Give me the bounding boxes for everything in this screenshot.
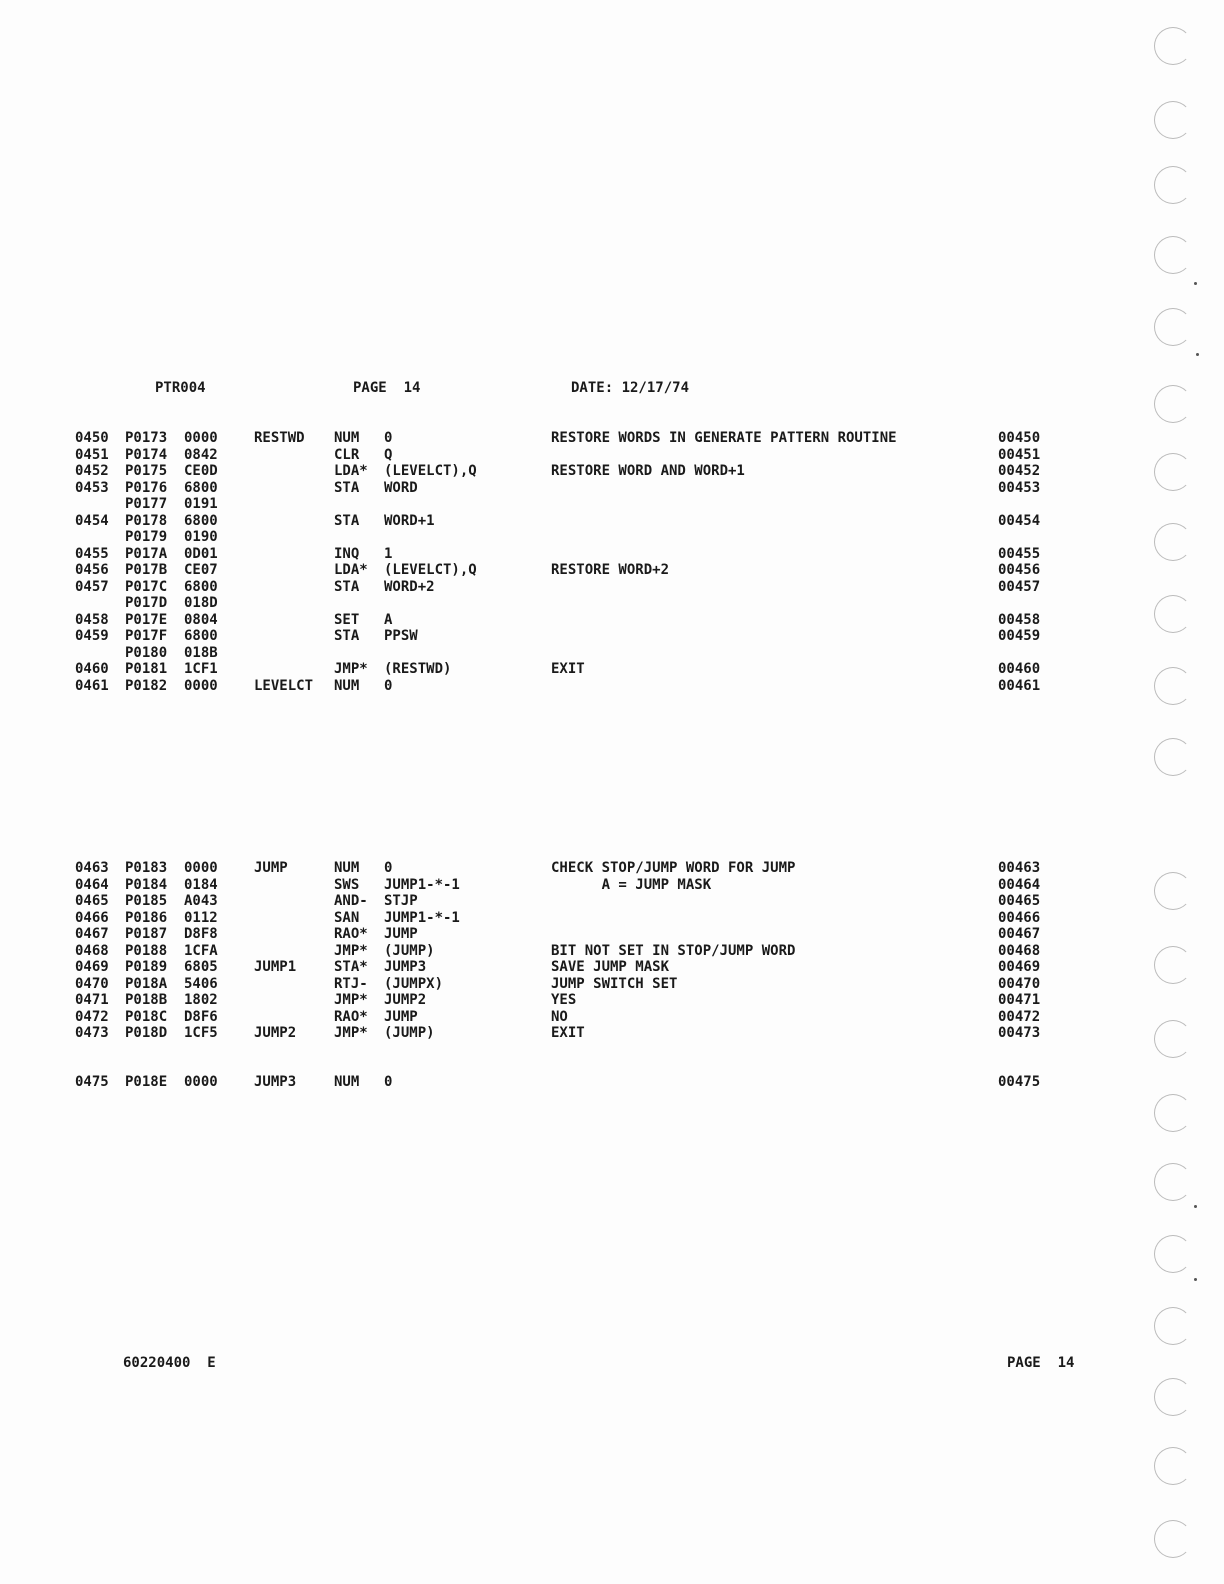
- listing-address: P0174: [125, 446, 168, 463]
- binder-hole: [1154, 1447, 1192, 1485]
- listing-sequence-number: 00466: [998, 909, 1041, 926]
- listing-row: [0, 645, 1224, 662]
- listing-object-code: 6800: [184, 578, 218, 595]
- listing-object-code: 0191: [184, 496, 218, 512]
- listing-row: [0, 1074, 1224, 1091]
- listing-label: JUMP1: [254, 959, 297, 975]
- listing-address: P017D: [125, 595, 168, 611]
- listing-operand: (LEVELCT),Q: [384, 562, 477, 578]
- binder-hole: [1154, 667, 1192, 705]
- listing-sequence-number: 00459: [998, 628, 1041, 644]
- listing-line-number: 0468: [75, 942, 109, 959]
- listing-operand: JUMP: [384, 926, 418, 942]
- listing-object-code: 018B: [184, 644, 218, 661]
- page-footer: [0, 1355, 1224, 1372]
- listing-object-code: 0000: [184, 677, 218, 694]
- listing-label: JUMP3: [254, 1074, 297, 1090]
- listing-sequence-number: 00472: [998, 1008, 1041, 1025]
- listing-object-code: 1802: [184, 992, 218, 1008]
- listing-comment: RESTORE WORD AND WORD+1: [551, 463, 745, 479]
- binder-hole: [1154, 1307, 1192, 1345]
- listing-row: [0, 860, 1224, 877]
- listing-sequence-number: 00458: [998, 611, 1041, 628]
- scan-speck: [1196, 353, 1199, 356]
- listing-operand: A: [384, 611, 393, 628]
- listing-object-code: 6805: [184, 959, 218, 975]
- listing-row: [0, 562, 1224, 579]
- binder-hole: [1154, 236, 1192, 274]
- listing-label: RESTWD: [254, 430, 305, 446]
- listing-line-number: 0461: [75, 677, 109, 694]
- binder-hole: [1154, 738, 1192, 776]
- listing-comment: RESTORE WORDS IN GENERATE PATTERN ROUTINE: [551, 430, 897, 446]
- listing-opcode: STA: [334, 628, 360, 644]
- listing-object-code: 0842: [184, 446, 218, 463]
- listing-comment: BIT NOT SET IN STOP/JUMP WORD: [551, 942, 796, 959]
- listing-object-code: 1CFA: [184, 942, 218, 959]
- listing-line-number: 0450: [75, 430, 109, 446]
- listing-line-number: 0464: [75, 876, 109, 893]
- listing-operand: WORD+2: [384, 578, 435, 595]
- binder-hole: [1154, 595, 1192, 633]
- listing-row: [0, 595, 1224, 612]
- listing-row: [0, 992, 1224, 1009]
- listing-opcode: LDA*: [334, 562, 368, 578]
- listing-row: [0, 877, 1224, 894]
- listing-address: P0188: [125, 942, 168, 959]
- listing-opcode: RAO*: [334, 1008, 368, 1025]
- listing-address: P017E: [125, 611, 168, 628]
- listing-address: P018B: [125, 992, 168, 1008]
- listing-address: P0186: [125, 909, 168, 926]
- listing-row: [0, 1009, 1224, 1026]
- listing-address: P0183: [125, 860, 168, 876]
- listing-operand: JUMP1-*-1: [384, 909, 460, 926]
- listing-address: P018E: [125, 1074, 168, 1090]
- listing-row: [0, 976, 1224, 993]
- listing-line-number: 0466: [75, 909, 109, 926]
- listing-operand: STJP: [384, 893, 418, 909]
- listing-comment: NO: [551, 1008, 568, 1025]
- binder-hole: [1154, 453, 1192, 491]
- listing-sequence-number: 00467: [998, 926, 1041, 942]
- listing-operand: JUMP3: [384, 959, 427, 975]
- listing-sequence-number: 00471: [998, 992, 1041, 1008]
- listing-line-number: 0475: [75, 1074, 109, 1090]
- listing-operand: Q: [384, 446, 393, 463]
- listing-opcode: NUM: [334, 860, 360, 876]
- listing-opcode: STA: [334, 578, 360, 595]
- listing-operand: (RESTWD): [384, 661, 452, 677]
- listing-opcode: SWS: [334, 876, 360, 893]
- document-number: 60220400 E: [123, 1355, 216, 1371]
- listing-line-number: 0453: [75, 479, 109, 496]
- listing-object-code: CE0D: [184, 463, 218, 479]
- listing-line-number: 0460: [75, 661, 109, 677]
- listing-opcode: SET: [334, 611, 360, 628]
- listing-sequence-number: 00475: [998, 1074, 1041, 1090]
- listing-operand: 0: [384, 677, 393, 694]
- listing-line-number: 0465: [75, 893, 109, 909]
- binder-hole: [1154, 27, 1192, 65]
- listing-line-number: 0463: [75, 860, 109, 876]
- listing-sequence-number: 00456: [998, 562, 1041, 578]
- scan-speck: [1194, 282, 1197, 285]
- listing-address: P0176: [125, 479, 168, 496]
- listing-line-number: 0452: [75, 463, 109, 479]
- scan-speck: [1194, 1278, 1197, 1281]
- listing-sequence-number: 00450: [998, 430, 1041, 446]
- listing-sequence-number: 00465: [998, 893, 1041, 909]
- listing-operand: 1: [384, 545, 393, 562]
- listing-object-code: A043: [184, 893, 218, 909]
- listing-line-number: 0470: [75, 975, 109, 992]
- listing-comment: JUMP SWITCH SET: [551, 975, 678, 992]
- listing-object-code: 0112: [184, 909, 218, 926]
- listing-address: P0178: [125, 512, 168, 529]
- listing-sequence-number: 00470: [998, 975, 1041, 992]
- listing-opcode: STA: [334, 512, 360, 529]
- listing-object-code: D8F8: [184, 926, 218, 942]
- listing-object-code: 1CF1: [184, 661, 218, 677]
- listing-line-number: 0451: [75, 446, 109, 463]
- binder-holes: [1140, 0, 1224, 1584]
- listing-row: [0, 1025, 1224, 1042]
- listing-sequence-number: 00453: [998, 479, 1041, 496]
- listing-opcode: NUM: [334, 1074, 360, 1090]
- listing-comment: SAVE JUMP MASK: [551, 959, 670, 975]
- listing-line-number: 0455: [75, 545, 109, 562]
- listing-sequence-number: 00454: [998, 512, 1041, 529]
- listing-sequence-number: 00452: [998, 463, 1041, 479]
- listing-line-number: 0471: [75, 992, 109, 1008]
- listing-object-code: 0000: [184, 430, 218, 446]
- listing-operand: 0: [384, 1074, 393, 1090]
- listing-opcode: NUM: [334, 430, 360, 446]
- page-header: [0, 380, 1224, 397]
- listing-sequence-number: 00461: [998, 677, 1041, 694]
- listing-address: P0177: [125, 496, 168, 512]
- listing-comment: YES: [551, 992, 577, 1008]
- listing-sequence-number: 00473: [998, 1025, 1041, 1041]
- listing-address: P0179: [125, 529, 168, 545]
- listing-row: [0, 480, 1224, 497]
- listing-row: [0, 678, 1224, 695]
- binder-hole: [1154, 1520, 1192, 1558]
- listing-line-number: 0459: [75, 628, 109, 644]
- listing-address: P0185: [125, 893, 168, 909]
- listing-opcode: JMP*: [334, 942, 368, 959]
- listing-opcode: JMP*: [334, 1025, 368, 1041]
- binder-hole: [1154, 872, 1192, 910]
- listing-operand: 0: [384, 430, 393, 446]
- listing-line-number: 0469: [75, 959, 109, 975]
- header-page-number: PAGE 14: [353, 380, 421, 396]
- footer-page-number: PAGE 14: [1007, 1355, 1075, 1371]
- listing-opcode: STA: [334, 479, 360, 496]
- listing-row: [0, 546, 1224, 563]
- listing-address: P017F: [125, 628, 168, 644]
- listing-object-code: 6800: [184, 512, 218, 529]
- listing-opcode: SAN: [334, 909, 360, 926]
- listing-opcode: CLR: [334, 446, 360, 463]
- binder-hole: [1154, 1094, 1192, 1132]
- listing-address: P017A: [125, 545, 168, 562]
- listing-row: [0, 529, 1224, 546]
- listing-row: [0, 628, 1224, 645]
- listing-comment: RESTORE WORD+2: [551, 562, 670, 578]
- listing-address: P0189: [125, 959, 168, 975]
- listing-operand: WORD: [384, 479, 418, 496]
- listing-address: P0182: [125, 677, 168, 694]
- listing-operand: (LEVELCT),Q: [384, 463, 477, 479]
- listing-object-code: 018D: [184, 595, 218, 611]
- listing-object-code: 0804: [184, 611, 218, 628]
- listing-label: JUMP: [254, 860, 288, 876]
- listing-row: [0, 513, 1224, 530]
- listing-operand: (JUMP): [384, 942, 435, 959]
- binder-hole: [1154, 101, 1192, 139]
- listing-operand: (JUMPX): [384, 975, 444, 992]
- listing-object-code: D8F6: [184, 1008, 218, 1025]
- listing-opcode: STA*: [334, 959, 368, 975]
- listing-comment: EXIT: [551, 661, 585, 677]
- listing-object-code: 0190: [184, 529, 218, 545]
- listing-object-code: 0D01: [184, 545, 218, 562]
- listing-address: P018D: [125, 1025, 168, 1041]
- binder-hole: [1154, 308, 1192, 346]
- listing-row: [0, 463, 1224, 480]
- listing-line-number: 0472: [75, 1008, 109, 1025]
- binder-hole: [1154, 1235, 1192, 1273]
- listing-opcode: JMP*: [334, 992, 368, 1008]
- listing-sequence-number: 00460: [998, 661, 1041, 677]
- listing-address: P0184: [125, 876, 168, 893]
- listing-operand: (JUMP): [384, 1025, 435, 1041]
- binder-hole: [1154, 385, 1192, 423]
- listing-opcode: AND-: [334, 893, 368, 909]
- listing-address: P017C: [125, 578, 168, 595]
- listing-operand: PPSW: [384, 628, 418, 644]
- listing-opcode: NUM: [334, 677, 360, 694]
- listing-row: [0, 579, 1224, 596]
- listing-row: [0, 612, 1224, 629]
- listing-opcode: RAO*: [334, 926, 368, 942]
- listing-line-number: 0457: [75, 578, 109, 595]
- binder-hole: [1154, 1378, 1192, 1416]
- listing-line-number: 0456: [75, 562, 109, 578]
- listing-comment: EXIT: [551, 1025, 585, 1041]
- listing-line-number: 0454: [75, 512, 109, 529]
- listing-row: [0, 943, 1224, 960]
- listing-row: [0, 496, 1224, 513]
- binder-hole: [1154, 523, 1192, 561]
- listing-object-code: 0000: [184, 1074, 218, 1090]
- listing-opcode: LDA*: [334, 463, 368, 479]
- binder-hole: [1154, 166, 1192, 204]
- listing-line-number: 0467: [75, 926, 109, 942]
- listing-address: P0173: [125, 430, 168, 446]
- listing-sequence-number: 00455: [998, 545, 1041, 562]
- listing-operand: 0: [384, 860, 393, 876]
- listing-address: P0187: [125, 926, 168, 942]
- listing-row: [0, 661, 1224, 678]
- listing-object-code: 0000: [184, 860, 218, 876]
- listing-object-code: 1CF5: [184, 1025, 218, 1041]
- listing-row: [0, 430, 1224, 447]
- listing-operand: WORD+1: [384, 512, 435, 529]
- listing-address: P017B: [125, 562, 168, 578]
- listing-comment: CHECK STOP/JUMP WORD FOR JUMP: [551, 860, 796, 876]
- binder-hole: [1154, 1163, 1192, 1201]
- listing-opcode: RTJ-: [334, 975, 368, 992]
- listing-line-number: 0458: [75, 611, 109, 628]
- listing-row: [0, 893, 1224, 910]
- listing-object-code: 6800: [184, 479, 218, 496]
- listing-label: JUMP2: [254, 1025, 297, 1041]
- listing-address: P018C: [125, 1008, 168, 1025]
- binder-hole: [1154, 1020, 1192, 1058]
- listing-row: [0, 959, 1224, 976]
- listing-object-code: 5406: [184, 975, 218, 992]
- header-date: DATE: 12/17/74: [571, 380, 690, 396]
- listing-address: P018A: [125, 975, 168, 992]
- listing-row: [0, 926, 1224, 943]
- listing-sequence-number: 00469: [998, 959, 1041, 975]
- listing-opcode: JMP*: [334, 661, 368, 677]
- listing-sequence-number: 00451: [998, 446, 1041, 463]
- listing-row: [0, 447, 1224, 464]
- listing-address: P0180: [125, 644, 168, 661]
- listing-operand: JUMP2: [384, 992, 427, 1008]
- listing-operand: JUMP: [384, 1008, 418, 1025]
- listing-opcode: INQ: [334, 545, 360, 562]
- listing-comment: A = JUMP MASK: [551, 876, 712, 893]
- binder-hole: [1154, 946, 1192, 984]
- listing-object-code: 6800: [184, 628, 218, 644]
- listing-row: [0, 910, 1224, 927]
- scan-speck: [1194, 1205, 1197, 1208]
- listing-label: LEVELCT: [254, 677, 314, 694]
- listing-sequence-number: 00464: [998, 876, 1041, 893]
- listing-sequence-number: 00463: [998, 860, 1041, 876]
- listing-address: P0181: [125, 661, 168, 677]
- listing-sequence-number: 00468: [998, 942, 1041, 959]
- listing-address: P0175: [125, 463, 168, 479]
- listing-line-number: 0473: [75, 1025, 109, 1041]
- listing-sequence-number: 00457: [998, 578, 1041, 595]
- listing-operand: JUMP1-*-1: [384, 876, 460, 893]
- listing-object-code: 0184: [184, 876, 218, 893]
- listing-object-code: CE07: [184, 562, 218, 578]
- program-name: PTR004: [155, 380, 206, 396]
